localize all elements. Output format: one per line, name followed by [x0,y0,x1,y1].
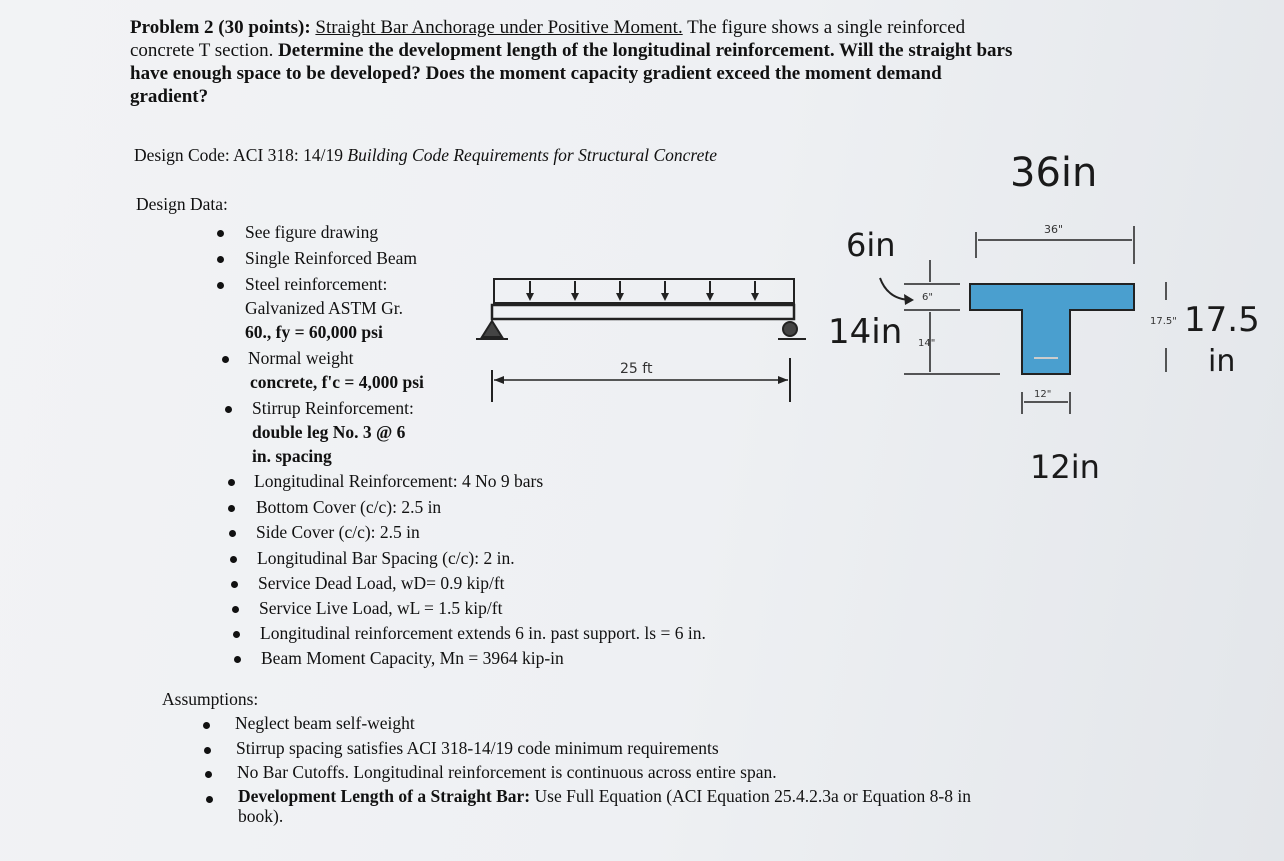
list-item: No Bar Cutoffs. Longitudinal reinforcement is continuous across entire span. [237,762,777,782]
list-item: book). [238,806,284,826]
flange-thk-label: 6" [922,292,933,303]
list-item: concrete, f'c = 4,000 psi [250,372,424,392]
flange-width-label: 36" [1044,223,1064,236]
t-section [970,284,1134,374]
list-item: Longitudinal Bar Spacing (c/c): 2 in. [257,548,515,568]
design-code-title: Building Code Requirements for Structural Concrete [347,145,717,165]
list-item: in. spacing [252,446,332,466]
problem-line1-rest: The figure shows a single reinforced [687,17,966,38]
list-item: double leg No. 3 @ 6 [252,422,406,442]
problem-title: Straight Bar Anchorage under Positive Moment. [315,17,683,38]
list-item: 60., fy = 60,000 psi [245,322,383,342]
web-width-label: 12" [1034,389,1052,400]
total-depth-label: 17.5" [1150,316,1177,327]
assumptions-label: Assumptions: [162,689,259,709]
t-section-shape [970,284,1134,374]
handwritten-in: in [1208,344,1236,379]
list-item: See figure drawing [245,222,379,242]
load-arrowheads [526,293,759,301]
load-arrows [530,281,755,299]
beam-diagram [476,279,806,402]
list-item: Side Cover (c/c): 2.5 in [256,522,420,542]
list-item: Neglect beam self-weight [235,713,415,733]
problem-line-4: gradient? [130,86,209,107]
list-item: Beam Moment Capacity, Mn = 3964 kip-in [261,648,564,668]
web-depth-label: 14" [918,338,936,349]
handwritten-14in: 14in [828,312,903,352]
list-item: Galvanized ASTM Gr. [245,298,403,318]
handwritten-6in: 6in [846,226,896,264]
depth-dimensions-left [904,260,1000,374]
list-item: Bottom Cover (c/c): 2.5 in [256,497,442,517]
list-item: Stirrup spacing satisfies ACI 318-14/19 code minimum requirements [236,738,719,758]
problem-line2-b: Determine the development length of the longitudinal reinforcement. Will the straight bars [278,40,1013,61]
beam-member [492,305,794,319]
roller-support [783,322,797,336]
list-item: Longitudinal reinforcement extends 6 in. past support. ls = 6 in. [260,623,706,643]
dev-length-text: Use Full Equation (ACI Equation 25.4.2.3a or Equation 8-8 in [534,786,971,806]
design-data-label: Design Data: [136,194,228,214]
problem-line-3: have enough space to be developed? Does the moment capacity gradient exceed the moment demand [130,63,942,84]
dev-length-label: Development Length of a Straight Bar: [238,786,531,806]
list-item: Single Reinforced Beam [245,248,418,268]
list-item: Service Live Load, wL = 1.5 kip/ft [259,598,503,618]
list-item: Steel reinforcement: [245,274,388,294]
list-item: Longitudinal Reinforcement: 4 No 9 bars [254,471,544,491]
handwritten-arrowhead [904,294,914,305]
design-code-label: Design Code: ACI 318: 14/19 [134,145,344,165]
list-item: Stirrup Reinforcement: [252,398,414,418]
handwritten-17-5: 17.5 [1184,300,1260,340]
problem-heading: Problem 2 (30 points): [130,17,311,38]
problem-line2-a: concrete T section. [130,40,274,61]
distributed-load-box [494,279,794,303]
handwritten-12in: 12in [1030,448,1100,486]
span-label: 25 ft [620,361,653,377]
list-item: Service Dead Load, wD= 0.9 kip/ft [258,573,505,593]
handwritten-36in: 36in [1010,150,1098,196]
list-item: Normal weight [248,348,354,368]
pin-support [482,321,502,337]
